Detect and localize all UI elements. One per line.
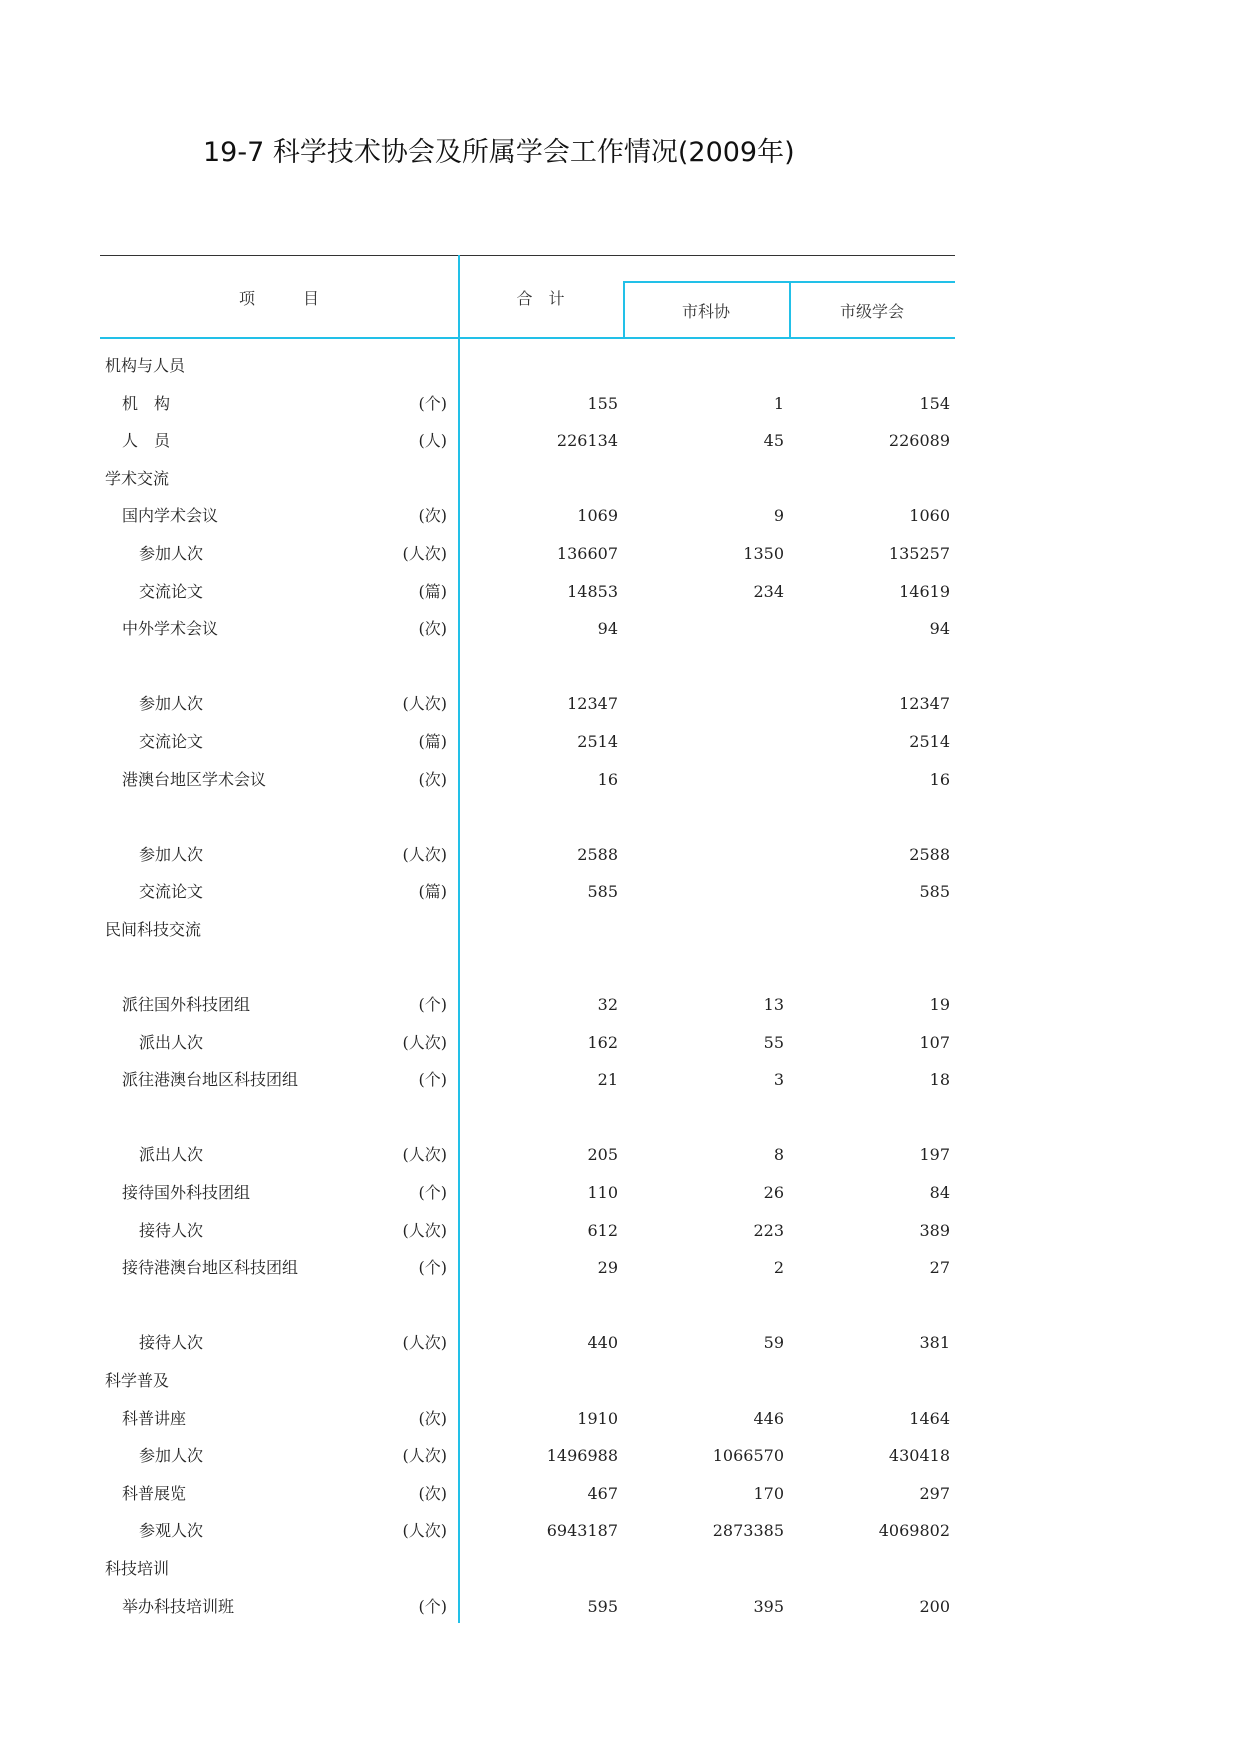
row-label: 交流论文 bbox=[139, 731, 204, 751]
value-city-association: 223 bbox=[753, 1220, 784, 1240]
value-city-societies: 389 bbox=[919, 1220, 950, 1240]
table-row bbox=[100, 986, 955, 1024]
blank-row bbox=[100, 1287, 955, 1325]
row-unit: (次) bbox=[418, 769, 447, 789]
row-label: 接待港澳台地区科技团组 bbox=[122, 1258, 299, 1278]
value-total: 12347 bbox=[567, 694, 618, 714]
value-total: 205 bbox=[587, 1145, 618, 1165]
value-total: 110 bbox=[587, 1183, 618, 1203]
page-title: 19-7 科学技术协会及所属学会工作情况(2009年) bbox=[203, 137, 795, 168]
value-city-societies: 585 bbox=[919, 882, 950, 902]
table-row bbox=[100, 761, 955, 799]
section-row bbox=[100, 1550, 955, 1588]
row-unit: (人次) bbox=[402, 844, 447, 864]
value-city-association: 26 bbox=[763, 1183, 784, 1203]
row-unit: (人次) bbox=[402, 1145, 447, 1165]
value-total: 14853 bbox=[567, 581, 618, 601]
value-total: 1910 bbox=[577, 1408, 618, 1428]
table-row bbox=[100, 1024, 955, 1062]
row-unit: (人次) bbox=[402, 1446, 447, 1466]
row-label: 接待人次 bbox=[139, 1220, 204, 1240]
table-row bbox=[100, 1136, 955, 1174]
row-unit: (篇) bbox=[418, 581, 447, 601]
header-city-societies: 市级学会 bbox=[839, 302, 904, 321]
value-total: 595 bbox=[587, 1596, 618, 1616]
header-item: 项 目 bbox=[238, 289, 319, 308]
row-label: 参加人次 bbox=[139, 1446, 204, 1466]
row-unit: (个) bbox=[418, 1596, 447, 1616]
row-label: 机 构 bbox=[122, 393, 171, 413]
row-label: 交流论文 bbox=[139, 882, 204, 902]
header-total: 合 计 bbox=[516, 289, 565, 308]
table-row bbox=[100, 685, 955, 723]
value-total: 2588 bbox=[577, 844, 618, 864]
value-total: 440 bbox=[587, 1333, 618, 1353]
value-total: 94 bbox=[597, 619, 618, 639]
value-city-societies: 1060 bbox=[909, 506, 950, 526]
value-city-societies: 16 bbox=[929, 769, 950, 789]
row-label: 参加人次 bbox=[139, 543, 204, 563]
row-label: 派往国外科技团组 bbox=[122, 995, 251, 1015]
value-city-societies: 14619 bbox=[899, 581, 950, 601]
value-city-association: 234 bbox=[753, 581, 784, 601]
value-total: 16 bbox=[597, 769, 618, 789]
row-unit: (次) bbox=[418, 1408, 447, 1428]
header-bottom-rule bbox=[100, 337, 955, 339]
value-total: 29 bbox=[597, 1258, 618, 1278]
row-unit: (人次) bbox=[402, 543, 447, 563]
row-label: 国内学术会议 bbox=[122, 506, 219, 526]
blank-row bbox=[100, 1099, 955, 1137]
section-row bbox=[100, 1362, 955, 1400]
row-label: 派往港澳台地区科技团组 bbox=[122, 1070, 299, 1090]
row-unit: (个) bbox=[418, 393, 447, 413]
row-unit: (个) bbox=[418, 1183, 447, 1203]
value-city-societies: 381 bbox=[919, 1333, 950, 1353]
value-total: 21 bbox=[597, 1070, 618, 1090]
row-label: 民间科技交流 bbox=[105, 919, 202, 939]
table-row bbox=[100, 723, 955, 761]
row-unit: (个) bbox=[418, 1258, 447, 1278]
row-unit: (人次) bbox=[402, 1220, 447, 1240]
row-label: 派出人次 bbox=[139, 1032, 204, 1052]
value-city-societies: 12347 bbox=[899, 694, 950, 714]
value-city-societies: 154 bbox=[919, 393, 950, 413]
value-city-association: 59 bbox=[763, 1333, 784, 1353]
row-unit: (人次) bbox=[402, 1333, 447, 1353]
table-row bbox=[100, 873, 955, 911]
value-city-association: 1 bbox=[773, 393, 784, 413]
value-city-association: 2873385 bbox=[712, 1521, 784, 1541]
row-label: 人 员 bbox=[122, 431, 171, 451]
header-city-association: 市科协 bbox=[681, 302, 730, 321]
table-row bbox=[100, 1400, 955, 1438]
table-row bbox=[100, 1437, 955, 1475]
value-city-societies: 2514 bbox=[909, 731, 950, 751]
value-total: 136607 bbox=[556, 543, 618, 563]
value-city-societies: 430418 bbox=[888, 1446, 950, 1466]
value-total: 226134 bbox=[556, 431, 618, 451]
table-row bbox=[100, 1512, 955, 1550]
row-unit: (人次) bbox=[402, 694, 447, 714]
value-city-association: 446 bbox=[753, 1408, 784, 1428]
row-unit: (个) bbox=[418, 995, 447, 1015]
value-city-societies: 19 bbox=[929, 995, 950, 1015]
value-city-association: 1066570 bbox=[712, 1446, 784, 1466]
value-total: 585 bbox=[587, 882, 618, 902]
value-city-association: 13 bbox=[763, 995, 784, 1015]
value-total: 32 bbox=[597, 995, 618, 1015]
row-label: 接待国外科技团组 bbox=[122, 1183, 251, 1203]
value-total: 2514 bbox=[577, 731, 618, 751]
value-city-societies: 226089 bbox=[888, 431, 950, 451]
table-row bbox=[100, 1588, 955, 1626]
blank-row bbox=[100, 648, 955, 686]
row-label: 学术交流 bbox=[105, 468, 170, 488]
row-label: 科普展览 bbox=[122, 1483, 187, 1503]
table-row bbox=[100, 836, 955, 874]
section-row bbox=[100, 911, 955, 949]
row-label: 接待人次 bbox=[139, 1333, 204, 1353]
value-city-societies: 197 bbox=[919, 1145, 950, 1165]
row-unit: (篇) bbox=[418, 882, 447, 902]
value-city-association: 55 bbox=[763, 1032, 784, 1052]
table-row bbox=[100, 1061, 955, 1099]
row-unit: (次) bbox=[418, 1483, 447, 1503]
value-total: 1496988 bbox=[546, 1446, 618, 1466]
value-total: 155 bbox=[587, 393, 618, 413]
row-unit: (人) bbox=[418, 431, 447, 451]
table-row bbox=[100, 1174, 955, 1212]
table-row bbox=[100, 535, 955, 573]
section-row bbox=[100, 347, 955, 385]
table-body bbox=[100, 347, 955, 1625]
value-total: 612 bbox=[587, 1220, 618, 1240]
value-city-association: 395 bbox=[753, 1596, 784, 1616]
section-row bbox=[100, 460, 955, 498]
row-label: 科技培训 bbox=[105, 1559, 170, 1578]
row-label: 参加人次 bbox=[139, 844, 204, 864]
table-row bbox=[100, 573, 955, 611]
row-label: 参加人次 bbox=[139, 694, 204, 714]
row-label: 派出人次 bbox=[139, 1145, 204, 1165]
value-city-societies: 297 bbox=[919, 1483, 950, 1503]
table-row bbox=[100, 610, 955, 648]
value-city-societies: 135257 bbox=[888, 543, 950, 563]
value-city-societies: 94 bbox=[929, 619, 950, 639]
table-row bbox=[100, 497, 955, 535]
table-row bbox=[100, 1475, 955, 1513]
value-city-association: 45 bbox=[763, 431, 784, 451]
row-unit: (次) bbox=[418, 619, 447, 639]
value-total: 467 bbox=[587, 1483, 618, 1503]
value-city-societies: 107 bbox=[919, 1032, 950, 1052]
value-city-societies: 200 bbox=[919, 1596, 950, 1616]
value-city-societies: 1464 bbox=[909, 1408, 950, 1428]
value-city-association: 8 bbox=[773, 1145, 784, 1165]
value-city-societies: 18 bbox=[929, 1070, 950, 1090]
table-row bbox=[100, 385, 955, 423]
blank-row bbox=[100, 798, 955, 836]
value-city-association: 1350 bbox=[743, 543, 784, 563]
value-city-association: 3 bbox=[773, 1070, 784, 1090]
row-label: 中外学术会议 bbox=[122, 619, 219, 639]
row-label: 举办科技培训班 bbox=[122, 1596, 235, 1616]
row-unit: (个) bbox=[418, 1070, 447, 1090]
table-row bbox=[100, 422, 955, 460]
row-label: 科学普及 bbox=[105, 1371, 170, 1391]
table-row bbox=[100, 1249, 955, 1287]
row-label: 交流论文 bbox=[139, 581, 204, 601]
value-city-association: 9 bbox=[773, 506, 784, 526]
value-total: 162 bbox=[587, 1032, 618, 1052]
table-row bbox=[100, 1324, 955, 1362]
value-city-societies: 4069802 bbox=[878, 1521, 950, 1541]
row-label: 机构与人员 bbox=[105, 356, 186, 375]
value-city-association: 170 bbox=[753, 1483, 784, 1503]
row-unit: (次) bbox=[418, 506, 447, 526]
value-city-societies: 2588 bbox=[909, 844, 950, 864]
value-city-association: 2 bbox=[773, 1258, 784, 1278]
table-row bbox=[100, 1212, 955, 1250]
row-unit: (人次) bbox=[402, 1032, 447, 1052]
value-total: 1069 bbox=[577, 506, 618, 526]
row-label: 港澳台地区学术会议 bbox=[122, 769, 267, 789]
row-label: 科普讲座 bbox=[122, 1408, 187, 1428]
table-top-rule bbox=[100, 255, 955, 256]
row-unit: (人次) bbox=[402, 1521, 447, 1541]
row-unit: (篇) bbox=[418, 731, 447, 751]
blank-row bbox=[100, 949, 955, 987]
value-total: 6943187 bbox=[546, 1521, 618, 1541]
value-city-societies: 27 bbox=[929, 1258, 950, 1278]
row-label: 参观人次 bbox=[139, 1521, 204, 1541]
value-city-societies: 84 bbox=[929, 1183, 950, 1203]
